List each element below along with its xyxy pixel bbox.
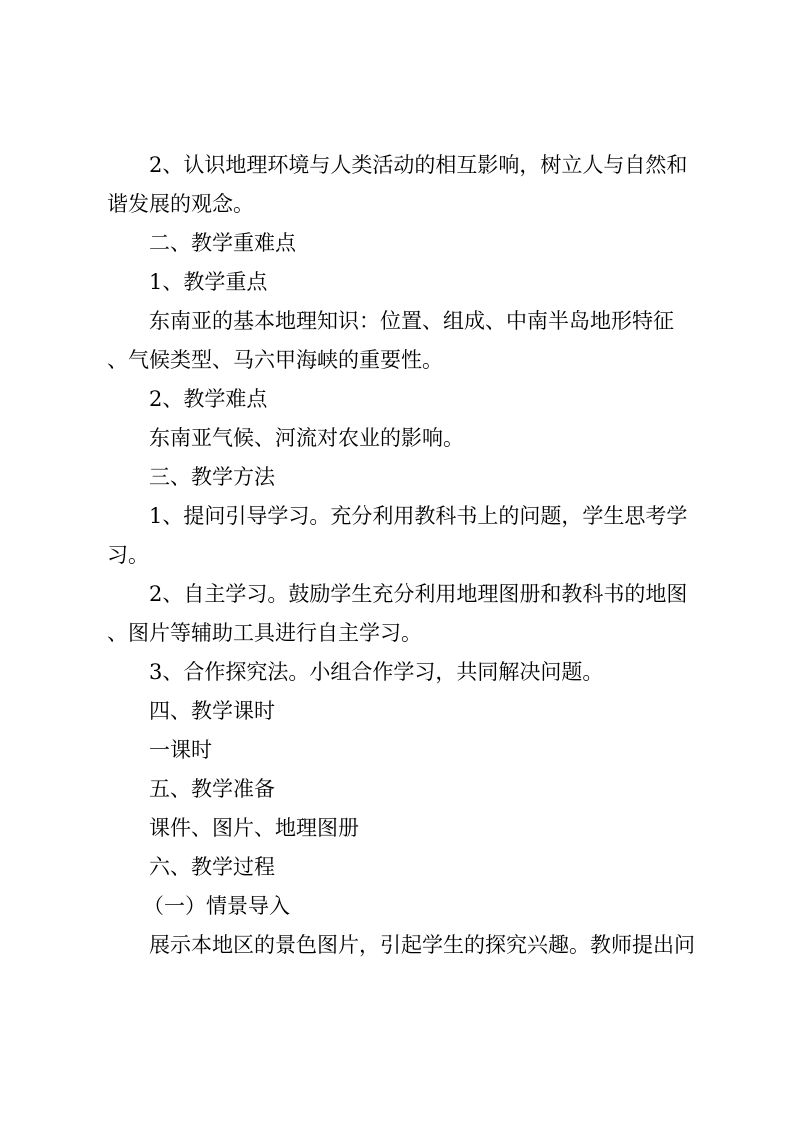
- paragraph-preparation: 课件、图片、地理图册: [149, 816, 359, 840]
- subheading-scenario-intro: （一）情景导入: [143, 894, 290, 918]
- paragraph-scenario-intro: 展示本地区的景色图片，引起学生的探究兴趣。教师提出问: [149, 933, 695, 957]
- heading-teaching-methods: 三、教学方法: [149, 465, 275, 489]
- heading-class-hours: 四、教学课时: [149, 699, 275, 723]
- document-page: [107, 146, 697, 965]
- paragraph-method-2: 2、自主学习。鼓励学生充分利用地理图册和教科书的地图 、图片等辅助工具进行自主学习。: [107, 582, 688, 645]
- subheading-difficult-points: 2、教学难点: [149, 387, 268, 411]
- paragraph-class-hours: 一课时: [149, 738, 212, 762]
- paragraph-difficult-points: 东南亚气候、河流对农业的影响。: [149, 426, 464, 450]
- paragraph-method-1: 1、提问引导学习。充分利用教科书上的问题，学生思考学习。: [107, 504, 688, 567]
- heading-key-difficult-points: 二、教学重难点: [149, 231, 296, 255]
- heading-preparation: 五、教学准备: [149, 777, 275, 801]
- paragraph-objective-2: 2、认识地理环境与人类活动的相互影响，树立人与自然和谐发展的观念。: [107, 153, 688, 216]
- heading-teaching-process: 六、教学过程: [149, 855, 275, 879]
- paragraph-method-3: 3、合作探究法。小组合作学习，共同解决问题。: [149, 660, 604, 684]
- paragraph-key-points: 东南亚的基本地理知识：位置、组成、中南半岛地形特征 、气候类型、马六甲海峡的重要性。: [107, 309, 674, 372]
- subheading-key-points: 1、教学重点: [149, 270, 268, 294]
